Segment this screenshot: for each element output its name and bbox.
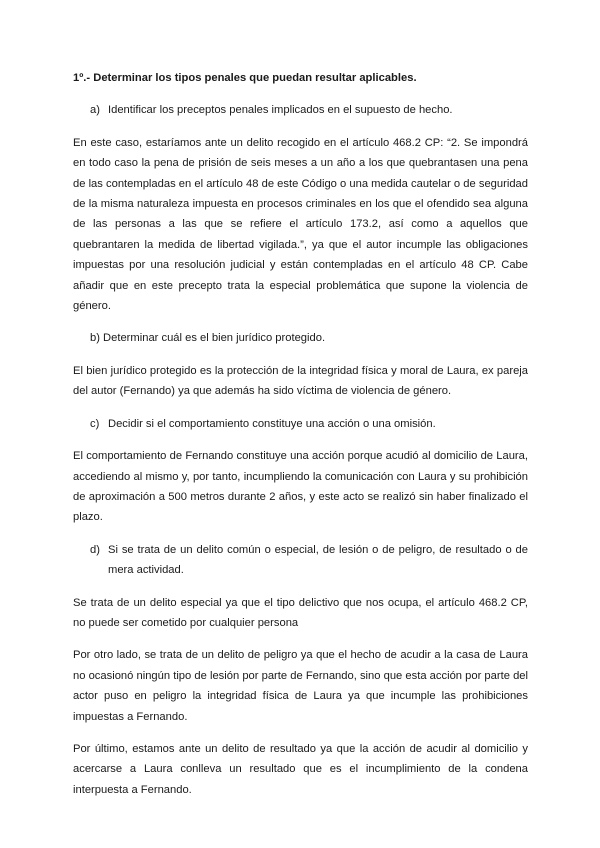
paragraph-2: El bien jurídico protegido es la protección de la integridad física y moral de Laura, ex pareja del autor (Fernando) ya que además ha sido víctima de violencia de género.: [73, 364, 528, 398]
list-item-a-text: Identificar los preceptos penales implicados en el supuesto de hecho.: [108, 104, 453, 117]
list-marker-a: a): [90, 104, 100, 117]
list-marker-d: d): [90, 543, 100, 556]
paragraph-5: Por otro lado, se trata de un delito de peligro ya que el hecho de acudir a la casa de Laura no ocasionó ningún tipo de lesión por parte de Fernando, sino que esta acción por parte del actor puso en peligro la integridad física de Laura ya que incumple las prohibiciones impuestas a Fernando.: [73, 649, 528, 723]
list-item-b: [73, 328, 528, 348]
paragraph-6: Por último, estamos ante un delito de resultado ya que la acción de acudir al domicilio y acercarse a Laura conlleva un resultado que es el incumplimiento de la condena interpuesta a Fernando.: [73, 742, 528, 796]
list-item-c-text: Decidir si el comportamiento constituye una acción o una omisión.: [108, 417, 436, 430]
list-item-b-text: b) Determinar cuál es el bien jurídico protegido.: [90, 332, 326, 345]
list-item-d-text: Si se trata de un delito común o especial, de lesión o de peligro, de resultado o de mera actividad.: [108, 543, 528, 577]
list-item-d: [73, 540, 528, 581]
paragraph-3: El comportamiento de Fernando constituye una acción porque acudió al domicilio de Laura, accediendo al mismo y, por tanto, incumpliendo la comunicación con Laura y su prohibición de aproximación a 500 metros durante 2 años, y este acto se realizó sin haber finalizado el plazo.: [73, 450, 528, 524]
list-item-c: [73, 414, 528, 434]
section-heading: 1º.- Determinar los tipos penales que puedan resultar aplicables.: [73, 72, 417, 84]
document-body: [73, 68, 528, 812]
list-item-a: [73, 100, 528, 120]
paragraph-1: En este caso, estaríamos ante un delito recogido en el artículo 468.2 CP: “2. Se impondrá en todo caso la pena de prisión de seis meses a un año a los que quebrantasen una pena de las contempladas en el artículo 48 de este Código o una medida cautelar o de seguridad de la misma naturaleza impuesta en procesos criminales en los que el ofendido sea alguna de las personas a las que se refiere el artículo 173.2, así como a aquellos que quebrantaren la medida de libertad vigilada.”, ya que el autor incumple las obligaciones impuestas por una resolución judicial y están contempladas en el artículo 48 CP. Cabe añadir que en este precepto trata la especial problemática que supone la violencia de género.: [73, 136, 528, 313]
list-marker-c: c): [90, 417, 100, 430]
paragraph-4: Se trata de un delito especial ya que el tipo delictivo que nos ocupa, el artículo 468.2 CP, no puede ser cometido por cualquier persona: [73, 596, 528, 629]
